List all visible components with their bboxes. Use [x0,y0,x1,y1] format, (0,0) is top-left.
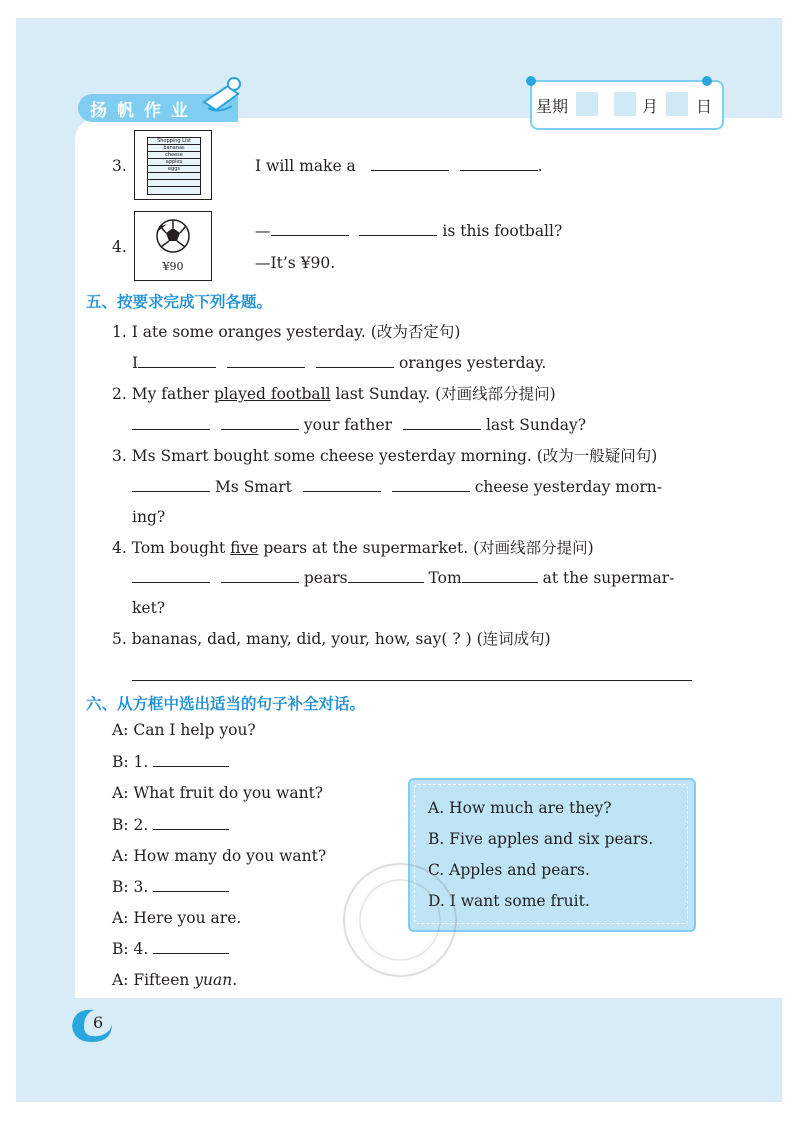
dialogue-text: A: Fifteen [112,971,195,989]
football-price: ¥90 [162,260,184,273]
s5-q4 [112,538,594,558]
dialogue-label: B: 1. [112,753,149,771]
dialogue-yuan: yuan [194,971,233,989]
q3-period: . [537,157,543,175]
q3-number: 3. [112,157,127,175]
q3-text: I will make a [255,157,356,175]
answer-blank[interactable] [221,568,299,583]
q4-number: 4. [112,238,127,256]
dialogue-line [112,815,229,835]
date-day-label: 日 [696,97,713,116]
answer-blank[interactable] [153,939,229,954]
s5-a1-start: I [132,354,139,372]
dialogue-label: B: 4. [112,940,149,958]
s5-a3-end: cheese yesterday morn- [474,478,662,496]
s5-a3-cont: ing? [132,508,166,526]
q3-sentence [255,156,543,176]
s5-a2-end: last Sunday? [485,416,587,434]
s5-a4-cont: ket? [132,599,166,617]
brand-title: 扬帆作业 [90,101,198,121]
answer-blank[interactable] [371,156,449,171]
s5-a4-end: at the supermar- [542,569,675,587]
list-item: cheese [148,152,200,159]
dialogue-label: B: 3. [112,878,149,896]
date-week-field[interactable] [576,92,598,116]
shopping-list-title: Shopping List [148,138,200,145]
dialogue-line [112,752,229,772]
answer-blank[interactable] [132,568,210,583]
s5-a4 [132,568,674,588]
dialogue-period: . [232,971,238,989]
date-week-label: 星期 [536,97,569,116]
s5-q2-pre: 2. My father [112,385,214,403]
answer-line[interactable] [132,680,692,681]
s5-q1: 1. I ate some oranges yesterday. (改为否定句) [112,323,461,341]
answer-blank[interactable] [153,752,229,767]
answer-blank[interactable] [271,221,349,236]
s5-q2 [112,384,556,404]
date-month-label: 月 [642,97,659,116]
page-number: 6 [93,1013,104,1032]
answer-blank[interactable] [303,477,381,492]
s5-a2-mid: your father [303,416,393,434]
football-picture [134,211,212,281]
s5-q2-post: last Sunday. (对画线部分提问) [330,385,556,403]
dialogue-line: A: Can I help you? [112,721,256,739]
s5-a4-mid2: Tom [428,569,462,587]
s5-a3-mid: Ms Smart [214,478,292,496]
list-item: eggs [148,166,200,173]
q4-line2: —It’s ¥90. [255,254,336,272]
watermark-stamp-icon [330,850,470,990]
answer-blank[interactable] [132,415,210,430]
s5-q4-pre: 4. Tom bought [112,539,231,557]
answer-blank[interactable] [462,568,538,583]
section6-title: 六、从方框中选出适当的句子补全对话。 [86,695,366,713]
answer-blank[interactable] [221,415,299,430]
s5-q3: 3. Ms Smart bought some cheese yesterday morning. (改为一般疑问句) [112,447,658,465]
answer-blank[interactable] [359,221,437,236]
answer-blank[interactable] [403,415,481,430]
choice-c: C. Apples and pears. [428,861,590,879]
answer-blank[interactable] [153,877,229,892]
answer-blank[interactable] [348,568,424,583]
football-icon [135,212,211,262]
date-day-field[interactable] [666,92,688,116]
pin-icon [526,76,536,86]
answer-blank[interactable] [153,815,229,830]
s5-a4-mid1: pears [303,569,348,587]
s5-a1 [132,353,546,373]
dialogue-line: A: How many do you want? [112,847,327,865]
dialogue-line [112,877,229,897]
s5-a2 [132,415,586,435]
dialogue-line: A: What fruit do you want? [112,784,324,802]
section5-title: 五、按要求完成下列各题。 [86,293,273,311]
dash: — [255,222,271,240]
q4-line1 [255,221,562,241]
answer-blank[interactable] [392,477,470,492]
answer-blank[interactable] [460,156,538,171]
whistle-icon [198,72,246,116]
answer-blank[interactable] [138,353,216,368]
date-month-field[interactable] [614,92,636,116]
dialogue-line [112,939,229,959]
answer-blank[interactable] [227,353,305,368]
dialogue-line [112,970,237,990]
pin-icon [702,76,712,86]
choice-b: B. Five apples and six pears. [428,830,654,848]
list-item: apples [148,159,200,166]
answer-blank[interactable] [132,477,210,492]
answer-blank[interactable] [316,353,394,368]
s5-q4-post: pears at the supermarket. (对画线部分提问) [258,539,594,557]
dialogue-label: B: 2. [112,816,149,834]
q4-text: is this football? [442,222,563,240]
dialogue-line: A: Here you are. [112,909,242,927]
s5-q5: 5. bananas, dad, many, did, your, how, say( ? ) (连词成句) [112,630,551,648]
s5-a3 [132,477,662,497]
s5-q2-underlined: played football [213,385,331,403]
choice-d: D. I want some fruit. [428,892,590,910]
wave-icon [66,1000,116,1046]
s5-q4-underlined: five [230,539,259,557]
list-item: bananas [148,145,200,152]
choice-a: A. How much are they? [428,799,612,817]
s5-a1-end: oranges yesterday. [398,354,547,372]
shopping-list-picture [134,130,212,200]
